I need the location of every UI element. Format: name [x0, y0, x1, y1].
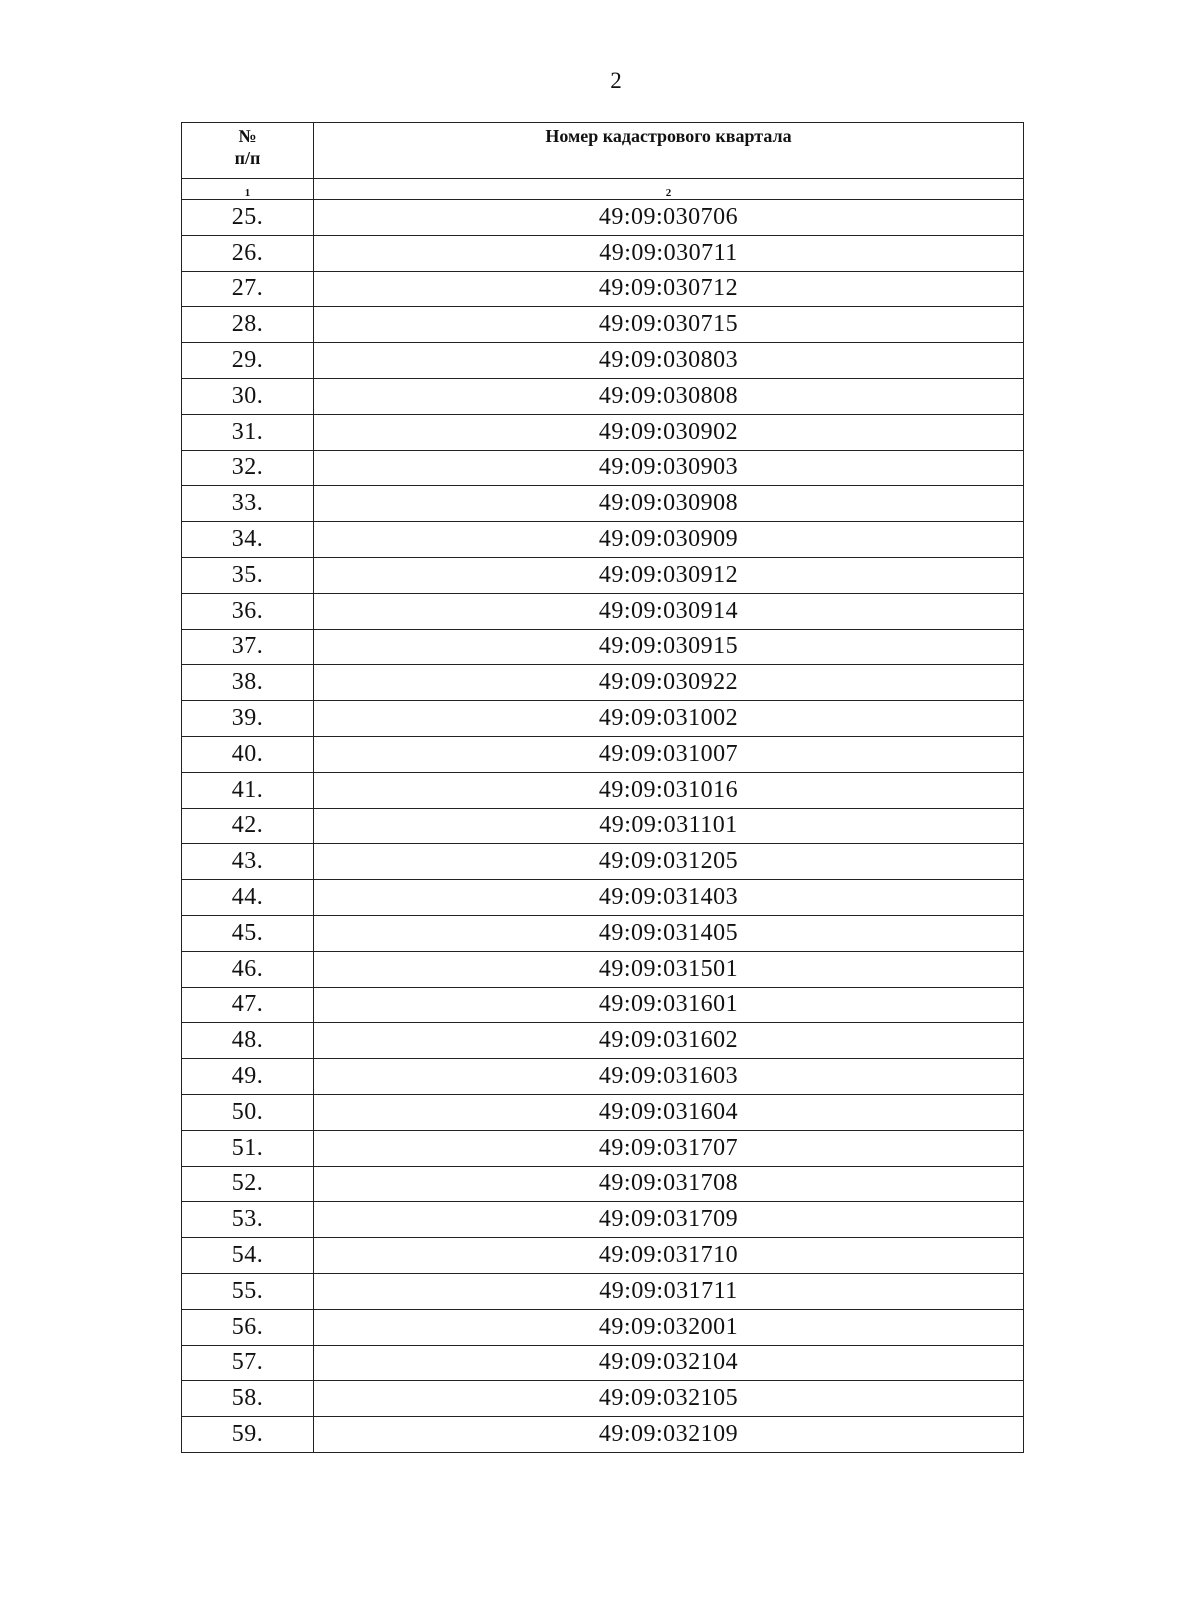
column-index-1: 1: [182, 179, 314, 200]
cadastral-number-cell: 49:09:032104: [314, 1345, 1024, 1381]
table-row: [182, 629, 1024, 665]
cadastral-number-cell: 49:09:030922: [314, 665, 1024, 701]
cadastral-number-cell: 49:09:031205: [314, 844, 1024, 880]
table-row: [182, 736, 1024, 772]
row-number-cell: 46.: [182, 951, 314, 987]
row-number-cell: 36.: [182, 593, 314, 629]
row-number-cell: 50.: [182, 1094, 314, 1130]
row-number-cell: 41.: [182, 772, 314, 808]
header-number-sign: №: [238, 126, 257, 146]
table-row: [182, 1094, 1024, 1130]
cadastral-number-cell: 49:09:031707: [314, 1130, 1024, 1166]
row-number-cell: 37.: [182, 629, 314, 665]
row-number-cell: 29.: [182, 343, 314, 379]
cadastral-number-cell: 49:09:031403: [314, 880, 1024, 916]
cadastral-number-cell: 49:09:030902: [314, 414, 1024, 450]
table-row: [182, 915, 1024, 951]
row-number-cell: 25.: [182, 200, 314, 236]
row-number-cell: 56.: [182, 1309, 314, 1345]
header-number-column: [182, 123, 314, 179]
table-row: [182, 1417, 1024, 1453]
table-row: [182, 1238, 1024, 1274]
cadastral-number-cell: 49:09:031604: [314, 1094, 1024, 1130]
table-row: [182, 1202, 1024, 1238]
cadastral-number-cell: 49:09:030808: [314, 378, 1024, 414]
cadastral-number-cell: 49:09:030903: [314, 450, 1024, 486]
table-row: [182, 343, 1024, 379]
row-number-cell: 28.: [182, 307, 314, 343]
table-row: [182, 522, 1024, 558]
row-number-cell: 47.: [182, 987, 314, 1023]
cadastral-number-cell: 49:09:031708: [314, 1166, 1024, 1202]
table-body: [182, 200, 1024, 1453]
cadastral-number-cell: 49:09:030711: [314, 235, 1024, 271]
table-row: [182, 414, 1024, 450]
cadastral-number-cell: 49:09:031602: [314, 1023, 1024, 1059]
cadastral-quarters-table: [181, 122, 1024, 1453]
cadastral-number-cell: 49:09:030909: [314, 522, 1024, 558]
table-row: [182, 1309, 1024, 1345]
header-number-abbrev: п/п: [234, 148, 261, 168]
cadastral-number-cell: 49:09:030706: [314, 200, 1024, 236]
cadastral-number-cell: 49:09:032001: [314, 1309, 1024, 1345]
row-number-cell: 58.: [182, 1381, 314, 1417]
cadastral-number-cell: 49:09:030915: [314, 629, 1024, 665]
cadastral-number-cell: 49:09:030908: [314, 486, 1024, 522]
row-number-cell: 57.: [182, 1345, 314, 1381]
row-number-cell: 49.: [182, 1059, 314, 1095]
table-row: [182, 235, 1024, 271]
cadastral-number-cell: 49:09:030712: [314, 271, 1024, 307]
cadastral-number-cell: 49:09:031711: [314, 1273, 1024, 1309]
row-number-cell: 42.: [182, 808, 314, 844]
row-number-cell: 52.: [182, 1166, 314, 1202]
row-number-cell: 45.: [182, 915, 314, 951]
header-cadastral-column: Номер кадастрового квартала: [314, 123, 1024, 179]
table-row: [182, 557, 1024, 593]
cadastral-number-cell: 49:09:031002: [314, 701, 1024, 737]
column-index-2: 2: [314, 179, 1024, 200]
table-row: [182, 772, 1024, 808]
row-number-cell: 34.: [182, 522, 314, 558]
row-number-cell: 26.: [182, 235, 314, 271]
row-number-cell: 54.: [182, 1238, 314, 1274]
table-row: [182, 987, 1024, 1023]
table-row: [182, 1273, 1024, 1309]
row-number-cell: 55.: [182, 1273, 314, 1309]
page-number: 2: [610, 68, 622, 93]
cadastral-number-cell: 49:09:030912: [314, 557, 1024, 593]
table-row: [182, 307, 1024, 343]
cadastral-number-cell: 49:09:030914: [314, 593, 1024, 629]
table-row: [182, 701, 1024, 737]
row-number-cell: 30.: [182, 378, 314, 414]
cadastral-number-cell: 49:09:031405: [314, 915, 1024, 951]
table-row: [182, 271, 1024, 307]
cadastral-number-cell: 49:09:032109: [314, 1417, 1024, 1453]
cadastral-number-cell: 49:09:030803: [314, 343, 1024, 379]
table-row: [182, 450, 1024, 486]
row-number-cell: 38.: [182, 665, 314, 701]
table-row: [182, 593, 1024, 629]
cadastral-number-cell: 49:09:030715: [314, 307, 1024, 343]
table-row: [182, 200, 1024, 236]
table-row: [182, 808, 1024, 844]
cadastral-number-cell: 49:09:031603: [314, 1059, 1024, 1095]
cadastral-number-cell: 49:09:031501: [314, 951, 1024, 987]
cadastral-number-cell: 49:09:031101: [314, 808, 1024, 844]
cadastral-number-cell: 49:09:031601: [314, 987, 1024, 1023]
row-number-cell: 39.: [182, 701, 314, 737]
table-row: [182, 665, 1024, 701]
table-row: [182, 1166, 1024, 1202]
row-number-cell: 32.: [182, 450, 314, 486]
cadastral-number-cell: 49:09:031710: [314, 1238, 1024, 1274]
table-row: [182, 378, 1024, 414]
column-index-row: [182, 179, 1024, 200]
row-number-cell: 43.: [182, 844, 314, 880]
row-number-cell: 48.: [182, 1023, 314, 1059]
row-number-cell: 40.: [182, 736, 314, 772]
table-row: [182, 844, 1024, 880]
table-row: [182, 1130, 1024, 1166]
cadastral-number-cell: 49:09:031007: [314, 736, 1024, 772]
table-row: [182, 951, 1024, 987]
table-row: [182, 1381, 1024, 1417]
row-number-cell: 27.: [182, 271, 314, 307]
table-row: [182, 1345, 1024, 1381]
cadastral-number-cell: 49:09:032105: [314, 1381, 1024, 1417]
row-number-cell: 33.: [182, 486, 314, 522]
cadastral-number-cell: 49:09:031016: [314, 772, 1024, 808]
row-number-cell: 31.: [182, 414, 314, 450]
table-row: [182, 880, 1024, 916]
row-number-cell: 51.: [182, 1130, 314, 1166]
row-number-cell: 44.: [182, 880, 314, 916]
row-number-cell: 35.: [182, 557, 314, 593]
table-row: [182, 1023, 1024, 1059]
row-number-cell: 53.: [182, 1202, 314, 1238]
table-row: [182, 486, 1024, 522]
row-number-cell: 59.: [182, 1417, 314, 1453]
table-header-row: [182, 123, 1024, 179]
cadastral-number-cell: 49:09:031709: [314, 1202, 1024, 1238]
table-row: [182, 1059, 1024, 1095]
